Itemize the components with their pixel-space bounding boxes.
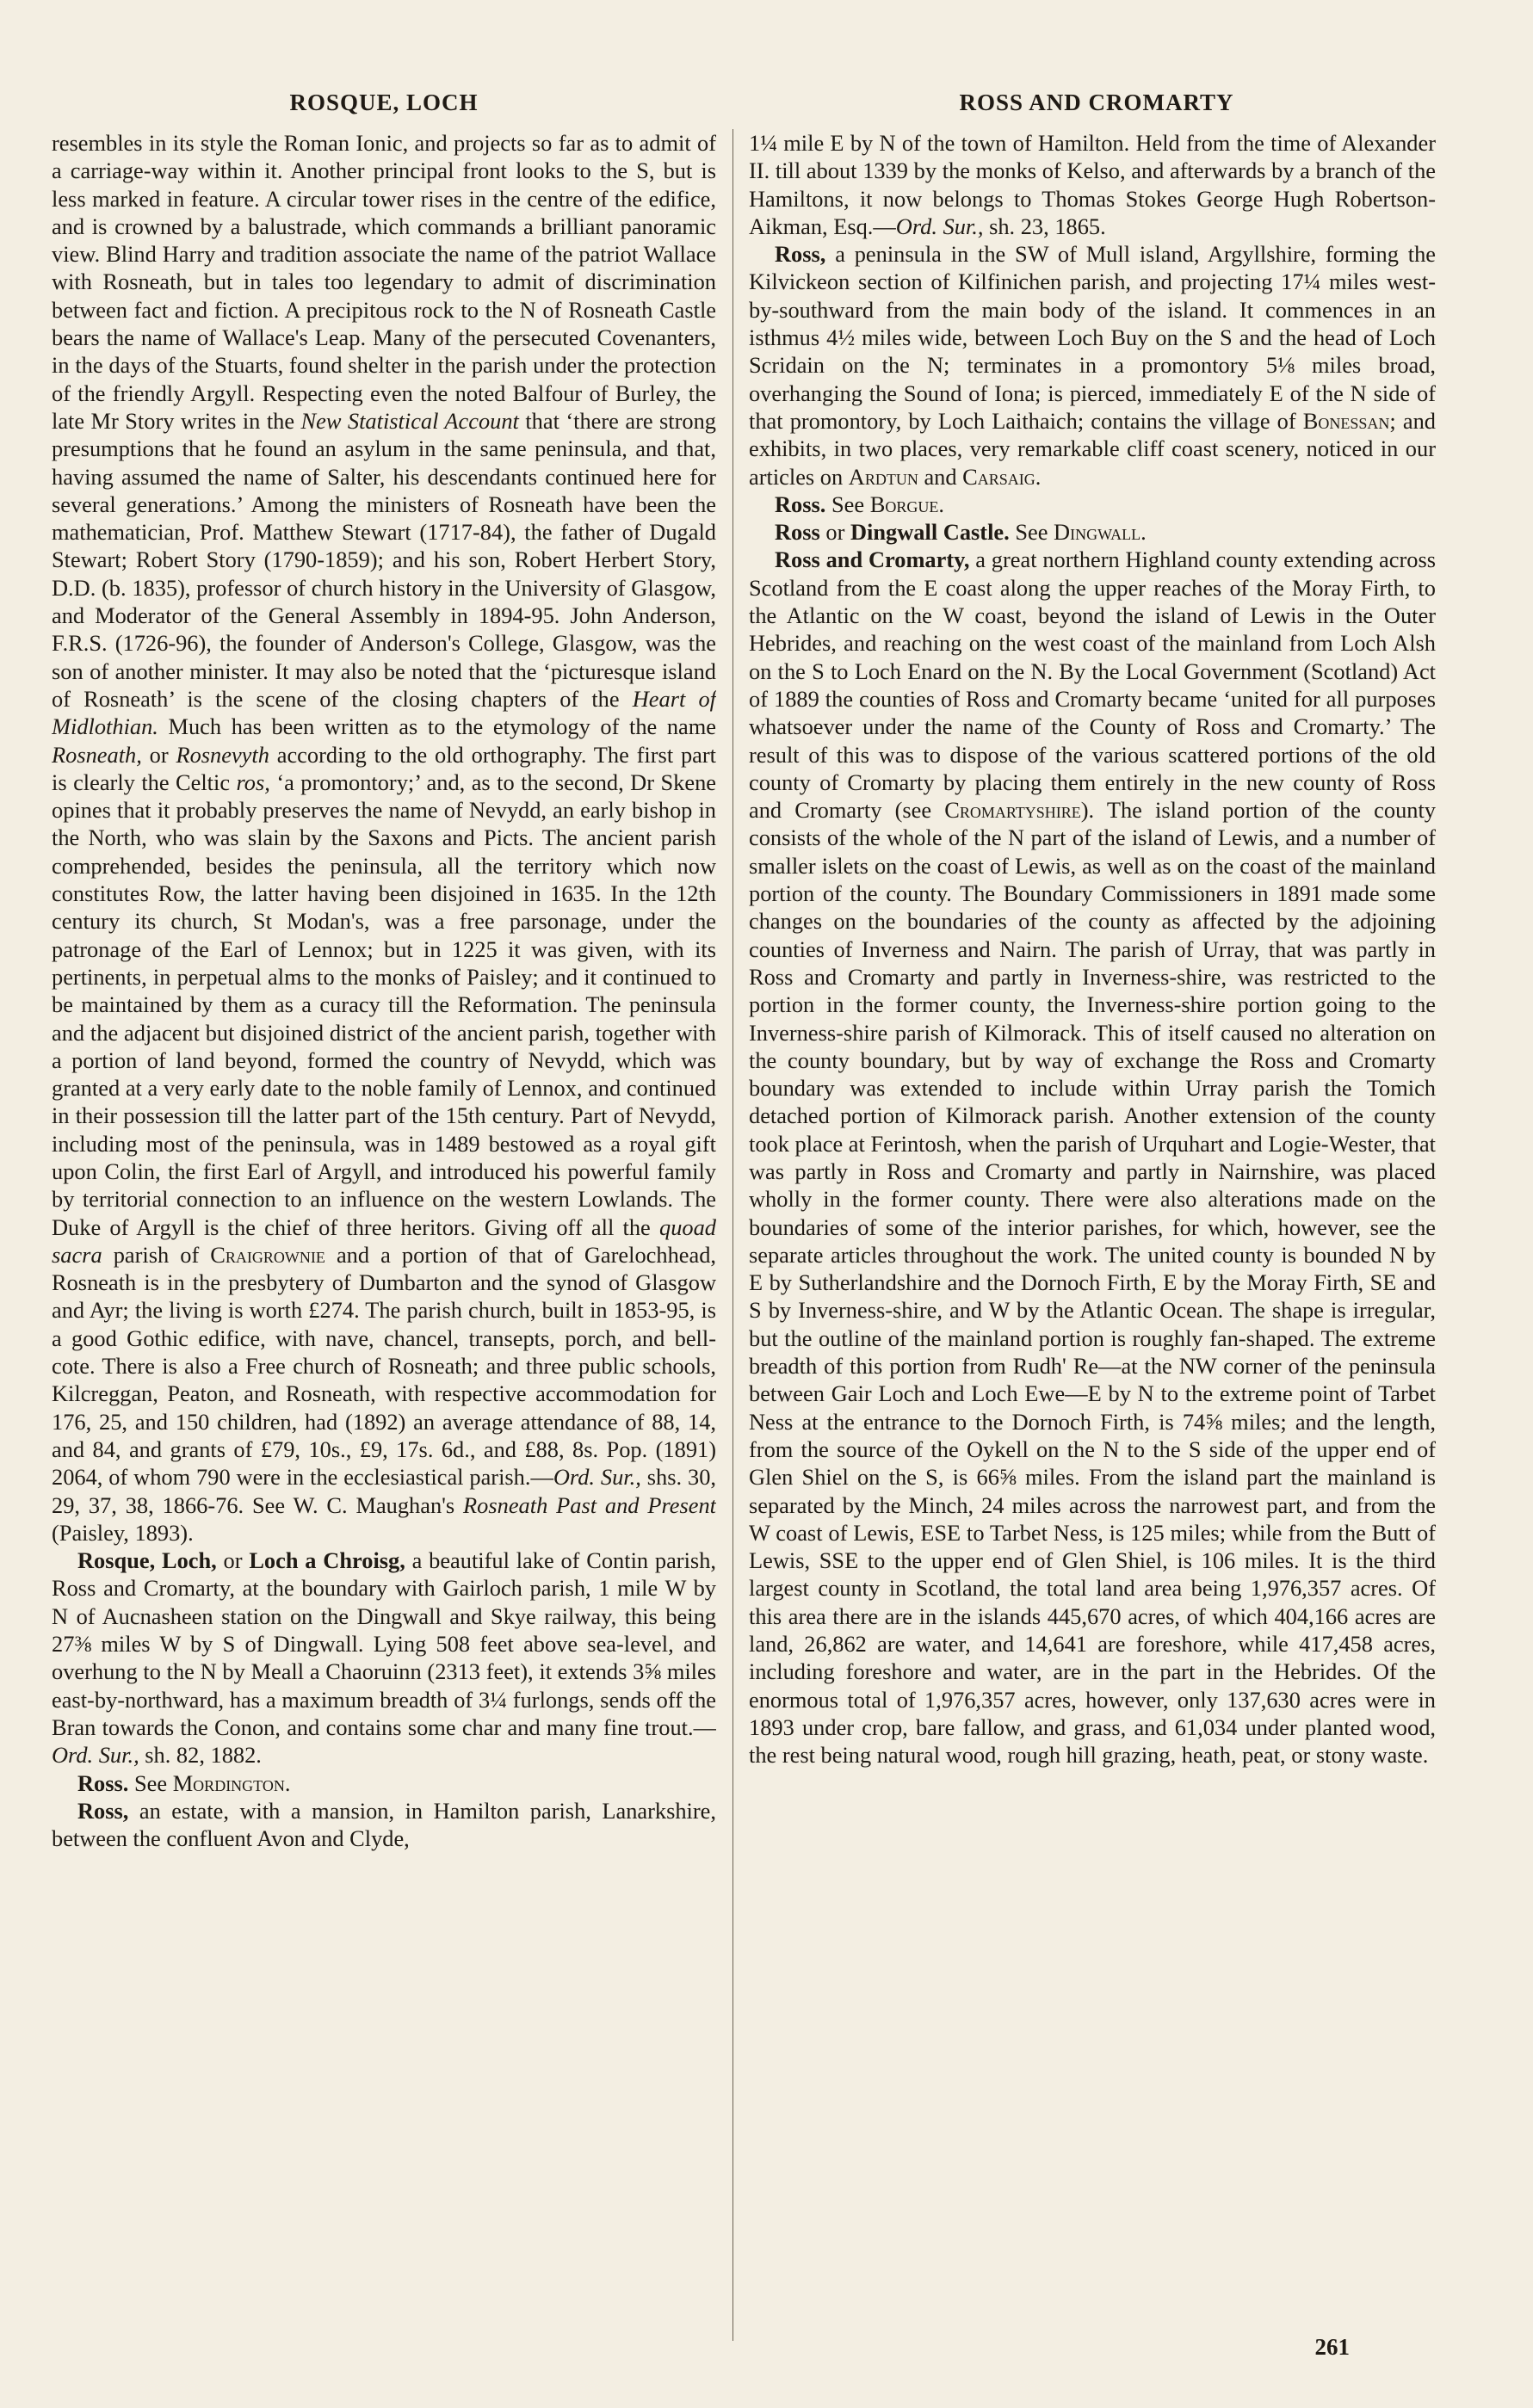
entry-text: See (1009, 519, 1054, 546)
entry-text: or (819, 519, 850, 546)
cross-reference: Mordington. (172, 1769, 291, 1796)
cross-reference: Borgue. (869, 491, 944, 517)
entry-text: (Paisley, 1893). (52, 1519, 194, 1546)
entry-text: or (216, 1547, 250, 1574)
headword: Ross, (77, 1797, 129, 1824)
entry-rosneath-continued (52, 129, 716, 1547)
cross-reference: Bonessan (1302, 407, 1390, 434)
italic-source: Ord. Sur., (52, 1742, 139, 1769)
cross-reference: Ardtun (848, 463, 918, 490)
italic-source: Ord. Sur., (895, 213, 984, 239)
cross-reference: Carsaig. (962, 463, 1042, 490)
italic-source: Ord. Sur., (553, 1464, 641, 1491)
cross-reference: Dingwall. (1054, 519, 1147, 546)
entry-text: Much has been written as to the etymology of the name (158, 713, 716, 740)
entry-text: resembles in its style the Roman Ionic, and projects so far as to admit of a carriage-way within it. Another principal front looks to the S, but is less marked in feature. A circular tower rises in the centre of the edifice, and is crowned by a balustrade, which commands a brilliant panoramic view. Blind Harry and tradition associate the name of the patriot Wallace with Rosneath, but in tales too legendary to admit of discrimination between fact and fiction. A precipitous rock to the N of Rosneath Castle bears the name of Wallace's Leap. Many of the persecuted Covenanters, in the days of the Stuarts, found shelter in the parish under the protection of the friendly Argyll. Respecting even the noted Balfour of Burley, the late Mr Story writes in the (52, 130, 716, 434)
entry-ross-mordington (52, 1769, 716, 1797)
entry-text: ; and exhibits, in two places, very remarkable cliff coast scenery, noticed in our articles on (749, 407, 1436, 490)
headword: Loch a Chroisg, (249, 1547, 405, 1574)
headword: Ross. (77, 1769, 129, 1796)
entry-text: or (141, 741, 176, 768)
headword: Ross. (775, 491, 826, 517)
entry-text: 1¼ mile E by N of the town of Hamilton. Held from the time of Alexander II. till about 1339 by the monks of Kelso, and afterwards by a branch of the Hamiltons, it now belongs to Thomas Stokes George Hugh Robertson-Aikman, Esq.— (749, 130, 1436, 239)
left-column (52, 129, 716, 2358)
italic-term: Rosnevyth (176, 741, 269, 768)
entry-text: a peninsula in the SW of Mull island, Argyllshire, forming the Kilvickeon section of Kilfinichen parish, and projecting 17¼ miles west-by-southward from the main body of the island. It commences in an isthmus 4½ miles wide, between Loch Buy on the S and the head of Loch Scridain on the N; terminates in a promontory 5⅛ miles broad, overhanging the Sound of Iona; is pierced, immediately E of the N side of that promontory, by Loch Laithaich; contains the village of (749, 241, 1436, 434)
headword: Ross (775, 519, 820, 546)
entry-text: ‘a promontory;’ and, as to the second, Dr Skene opines that it probably preserves the name of Nevydd, an early bishop in the North, who was slain by the Saxons and Picts. The ancient parish comprehended, besides the peninsula, all the territory which now constitutes Row, the latter having been disjoined in 1635. In the 12th century its church, St Modan's, was a free parsonage, under the patronage of the Earl of Lennox; but in 1225 it was given, with its pertinents, in perpetual alms to the monks of Paisley; and it continued to be maintained by them as a curacy till the Reformation. The peninsula and the adjacent but disjoined district of the ancient parish, together with a portion of land beyond, formed the country of Nevydd, which was granted at a very early date to the noble family of Lennox, and continued in their possession till the latter part of the 15th century. Part of Nevydd, including most of the peninsula, was in 1489 bestowed as a royal gift upon Colin, the first Earl of Argyll, and introduced his powerful family by territorial connection to an influence on the western Lowlands. The Duke of Argyll is the chief of three heritors. Giving off all the (52, 769, 716, 1240)
headword: Ross and Cromarty, (775, 546, 970, 573)
entry-ross-and-cromarty (749, 546, 1436, 1769)
entry-ross-dingwall-castle (749, 518, 1436, 546)
entry-text: an estate, with a mansion, in Hamilton parish, Lanarkshire, between the confluent Avon and Clyde, (52, 1797, 716, 1852)
entry-ross-mull (749, 240, 1436, 491)
entry-text: parish of (102, 1241, 211, 1268)
right-column (749, 129, 1436, 2315)
entry-text: that ‘there are strong presumptions that he found an asylum in the same peninsula, and that, having assumed the name of Salter, his descendants continued here for several generations.’ Among the ministers of Rosneath have been the mathematician, Prof. Matthew Stewart (1717-84), the father of Dugald Stewart; Robert Story (1790-1859); and his son, Robert Herbert Story, D.D. (b. 1835), professor of church history in the University of Glasgow, and Moderator of the General Assembly in 1894-95. John Anderson, F.R.S. (1726-96), the founder of Anderson's College, Glasgow, was the son of another minister. It may also be noted that the ‘picturesque island of Rosneath’ is the scene of the closing chapters of the (52, 407, 716, 712)
italic-term: quoad sacra (52, 1213, 716, 1268)
italic-title: New Statistical Account (300, 407, 519, 434)
entry-text: according to the old orthography. The first part is clearly the Celtic (52, 741, 716, 795)
entry-text: See (128, 1769, 173, 1796)
entry-text: sh. 23, 1865. (983, 213, 1106, 239)
entry-text: and a portion of that of Garelochhead, Rosneath is in the presbytery of Dumbarton and the synod of Glasgow and Ayr; the living is worth £274. The parish church, built in 1853-95, is a good Gothic edifice, with nave, chancel, transepts, porch, and bell-cote. There is also a Free church of Rosneath; and three public schools, Kilcreggan, Peaton, and Rosneath, with respective accommodation for 176, 25, and 150 children, had (1892) an average attendance of 88, 14, and 84, and grants of £79, 10s., £9, 17s. 6d., and £88, 8s. Pop. (1891) 2064, of whom 790 were in the ecclesiastical parish.— (52, 1241, 716, 1491)
entry-text: sh. 82, 1882. (139, 1742, 262, 1769)
entry-text: shs. 30, 29, 37, 38, 1866-76. See W. C. Maughan's (52, 1464, 716, 1518)
entry-text: a great northern Highland county extending across Scotland from the E coast along the upper reaches of the Moray Firth, to the Atlantic on the W coast, beyond the island of Lewis in the Outer Hebrides, and reaching on the west coast of the mainland from Loch Alsh on the S to Loch Enard on the N. By the Local Government (Scotland) Act of 1889 the counties of Ross and Cromarty became ‘united for all purposes whatsoever under the name of the County of Ross and Cromarty.’ The result of this was to dispose of the various scattered portions of the old county of Cromarty by placing them entirely in the new county of Ross and Cromarty (see (749, 546, 1436, 824)
headword: Ross, (775, 241, 826, 268)
running-head-right: ROSS AND CROMARTY (959, 90, 1234, 115)
entry-ross-hamilton (52, 1797, 716, 1853)
running-head-left: ROSQUE, LOCH (289, 90, 479, 115)
entry-ross-hamilton-continued (749, 129, 1436, 240)
page-number: 261 (1314, 2334, 1350, 2360)
italic-term: Rosneath, (52, 741, 142, 768)
italic-term: ros, (236, 769, 270, 795)
italic-title: Rosneath Past and Present (463, 1491, 716, 1518)
entry-text: and (918, 463, 963, 490)
entry-text: ). The island portion of the county consists of the whole of the N part of the island of Lewis, and a number of smaller islets on the coast of Lewis, as well as on the coast of the mainland portion of the county. The Boundary Commissioners in 1891 made some changes on the boundaries of the county as affected by the adjoining counties of Inverness and Nairn. The parish of Urray, that was partly in Ross and Cromarty and partly in Inverness-shire, was restricted to the portion in the former county, the Inverness-shire portion going to the Inverness-shire parish of Kilmorack. This of itself caused no alteration on the county boundary, but by way of exchange the Ross and Cromarty boundary was extended to include within Urray parish the Tomich detached portion of Kilmorack parish. Another extension of the county took place at Ferintosh, when the parish of Urquhart and Logie-Wester, that was partly in Ross and Cromarty and partly in Nairnshire, was placed wholly in the former county. There were also alterations made on the boundaries of some of the interior parishes, for which, however, see the separate articles throughout the work. The united county is bounded N by E by Sutherlandshire and the Dornoch Firth, E by the Moray Firth, SE and S by Inverness-shire, and W by the Atlantic Ocean. The shape is irregular, but the outline of the mainland portion is roughly fan-shaped. The extreme breadth of this portion from Rudh' Re—at the NW corner of the peninsula between Gair Loch and Loch Ewe—E by N to the extreme point of Tarbet Ness at the entrance to the Dornoch Firth, is 74⅝ miles; and the length, from the source of the Oykell on the N to the S side of the upper end of Glen Shiel on the S, is 66⅝ miles. From the island part the mainland is separated by the Minch, 24 miles across the narrowest part, and from the W coast of Lewis, ESE to Tarbet Ness, is 125 miles; while from the Butt of Lewis, SSE to the upper end of Glen Shiel, is 106 miles. It is the third largest county in Scotland, the total land area being 1,976,357 acres. Of this area there are in the islands 445,670 acres, of which 404,166 acres are land, 26,862 are water, and 14,641 are foreshore, while 417,458 acres, including foreshore and water, are in the part in the Hebrides. Of the enormous total of 1,976,357 acres, however, only 137,630 acres were in 1893 under crop, bare fallow, and grass, and 61,034 under planted wood, the rest being natural wood, rough hill grazing, heath, peat, or stony waste. (749, 797, 1436, 1769)
entry-text: a beautiful lake of Contin parish, Ross and Cromarty, at the boundary with Gairloch parish, 1 mile W by N of Aucnasheen station on the Dingwall and Skye railway, this being 27⅜ miles W by S of Dingwall. Lying 508 feet above sea-level, and overhung to the N by Meall a Chaoruinn (2313 feet), it extends 3⅝ miles east-by-northward, has a maximum breadth of 3¼ furlongs, sends off the Bran towards the Conon, and contains some char and many fine trout.— (52, 1547, 716, 1740)
italic-title: Heart of Midlothian. (52, 685, 716, 740)
headword: Rosque, Loch, (77, 1547, 217, 1574)
entry-ross-borgue (749, 491, 1436, 518)
cross-reference: Craigrownie (210, 1241, 325, 1268)
cross-reference: Cromartyshire (944, 797, 1081, 824)
entry-rosque-loch (52, 1547, 716, 1769)
headword: Dingwall Castle. (850, 519, 1010, 546)
entry-text: See (825, 491, 870, 517)
